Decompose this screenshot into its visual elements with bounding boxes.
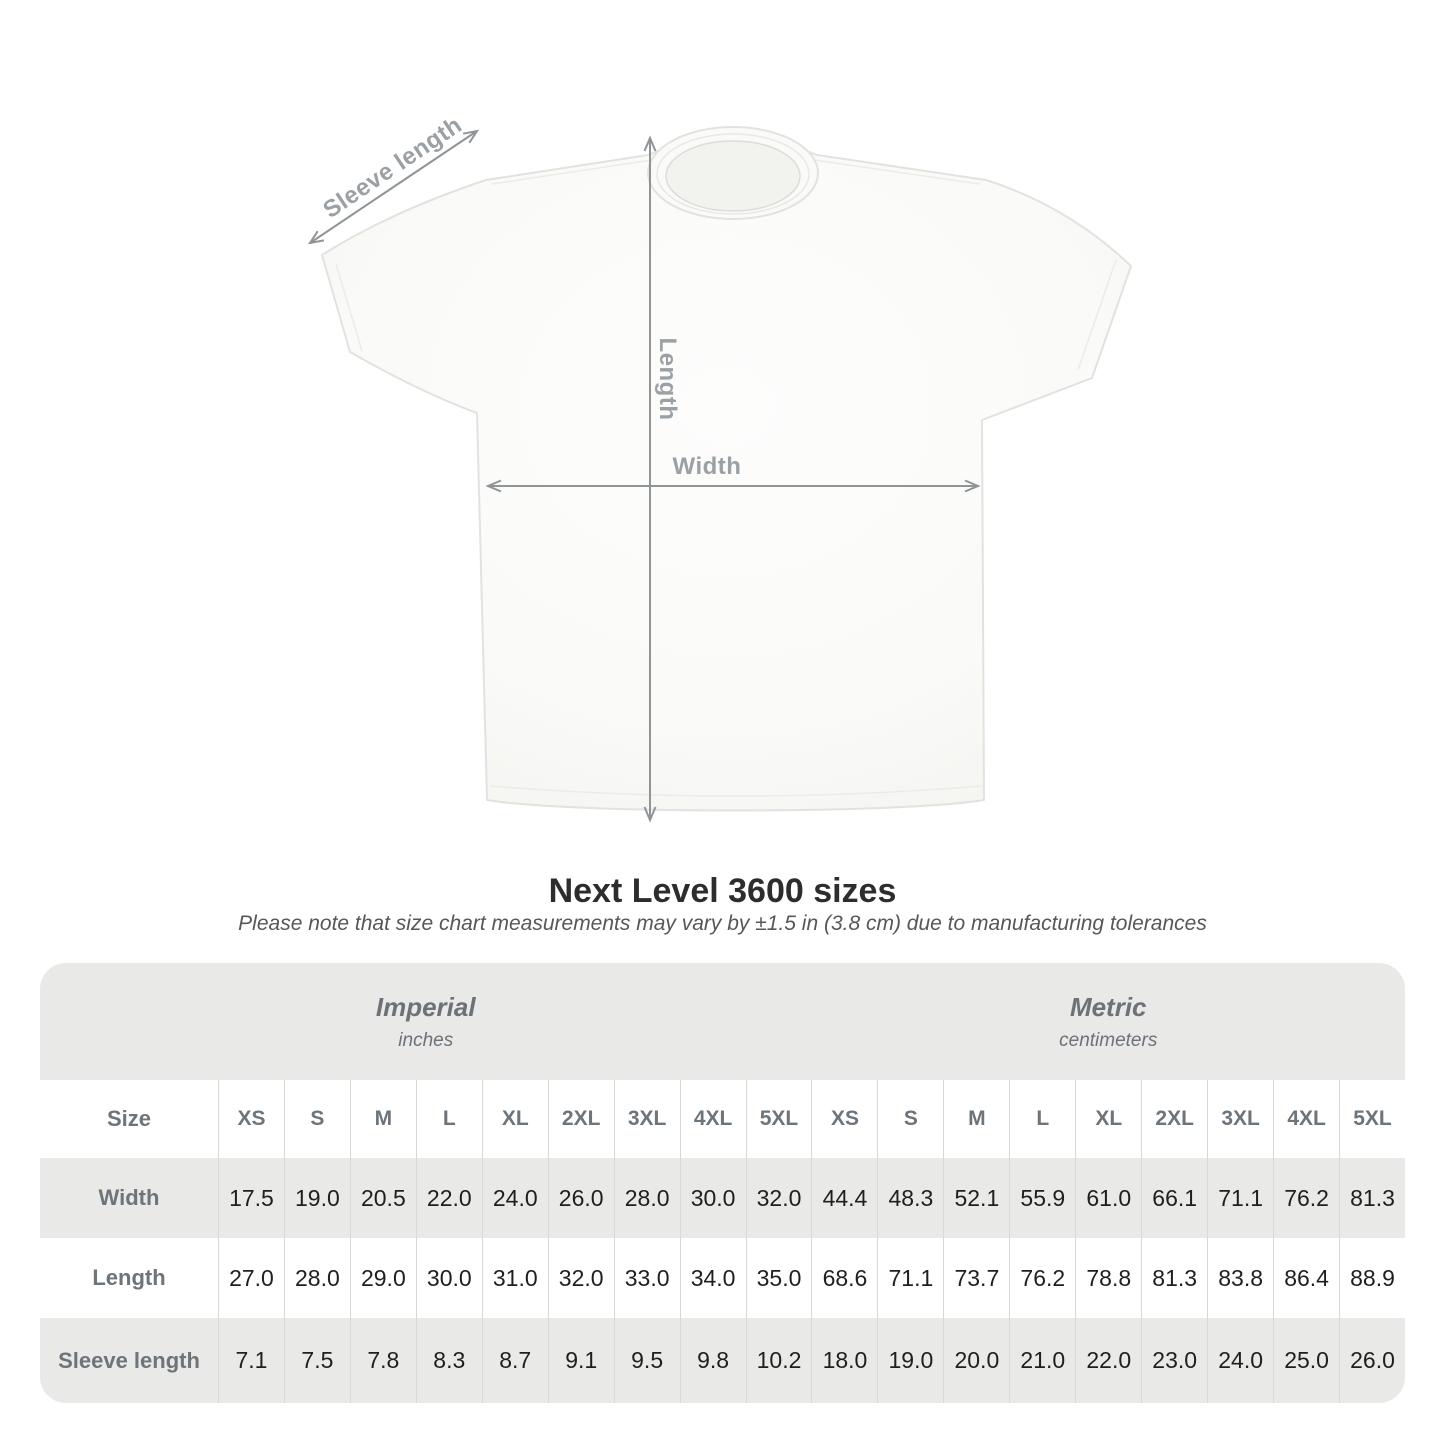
value-cell: 44.4 bbox=[811, 1158, 877, 1238]
value-cell: 33.0 bbox=[614, 1238, 680, 1318]
row-label: Width bbox=[40, 1158, 218, 1238]
size-header-cell: 4XL bbox=[680, 1080, 746, 1158]
value-cell: 19.0 bbox=[877, 1318, 943, 1403]
value-cell: 19.0 bbox=[284, 1158, 350, 1238]
value-cell: 76.2 bbox=[1273, 1158, 1339, 1238]
value-cell: 26.0 bbox=[548, 1158, 614, 1238]
value-cell: 18.0 bbox=[811, 1318, 877, 1403]
size-header-cell: XL bbox=[1075, 1080, 1141, 1158]
size-header-cell: 5XL bbox=[746, 1080, 812, 1158]
size-table bbox=[40, 963, 1405, 1403]
value-cell: 76.2 bbox=[1009, 1238, 1075, 1318]
size-header-cell: 2XL bbox=[548, 1080, 614, 1158]
value-cell: 29.0 bbox=[350, 1238, 416, 1318]
value-cell: 9.5 bbox=[614, 1318, 680, 1403]
value-cell: 21.0 bbox=[1009, 1318, 1075, 1403]
value-cell: 20.0 bbox=[943, 1318, 1009, 1403]
value-cell: 52.1 bbox=[943, 1158, 1009, 1238]
value-cell: 26.0 bbox=[1339, 1318, 1405, 1403]
size-header-cell: XS bbox=[218, 1080, 284, 1158]
size-header-cell: M bbox=[350, 1080, 416, 1158]
size-header-cell: 4XL bbox=[1273, 1080, 1339, 1158]
value-cell: 20.5 bbox=[350, 1158, 416, 1238]
imperial-group-header bbox=[40, 963, 811, 1080]
value-cell: 17.5 bbox=[218, 1158, 284, 1238]
imperial-unit-label: inches bbox=[398, 1029, 454, 1051]
size-column-header: Size bbox=[106, 1106, 152, 1131]
value-cell: 83.8 bbox=[1207, 1238, 1273, 1318]
value-cell: 32.0 bbox=[746, 1158, 812, 1238]
value-cell: 68.6 bbox=[811, 1238, 877, 1318]
size-header-cell: 2XL bbox=[1141, 1080, 1207, 1158]
value-cell: 30.0 bbox=[680, 1158, 746, 1238]
length-label: Length bbox=[654, 337, 681, 421]
value-cell: 35.0 bbox=[746, 1238, 812, 1318]
value-cell: 32.0 bbox=[548, 1238, 614, 1318]
value-cell: 8.7 bbox=[482, 1318, 548, 1403]
value-cell: 10.2 bbox=[746, 1318, 812, 1403]
value-cell: 7.1 bbox=[218, 1318, 284, 1403]
value-cell: 71.1 bbox=[877, 1238, 943, 1318]
value-cell: 25.0 bbox=[1273, 1318, 1339, 1403]
value-cell: 66.1 bbox=[1141, 1158, 1207, 1238]
value-cell: 81.3 bbox=[1141, 1238, 1207, 1318]
row-label: Length bbox=[92, 1265, 166, 1290]
value-cell: 81.3 bbox=[1339, 1158, 1405, 1238]
value-cell: 24.0 bbox=[482, 1158, 548, 1238]
value-cell: 31.0 bbox=[482, 1238, 548, 1318]
value-cell: 71.1 bbox=[1207, 1158, 1273, 1238]
value-cell: 8.3 bbox=[416, 1318, 482, 1403]
row-label: Sleeve length bbox=[40, 1318, 218, 1403]
size-header-cell: L bbox=[1009, 1080, 1075, 1158]
value-cell: 28.0 bbox=[284, 1238, 350, 1318]
value-cell: 55.9 bbox=[1009, 1158, 1075, 1238]
size-header-cell: L bbox=[416, 1080, 482, 1158]
size-header-cell: M bbox=[943, 1080, 1009, 1158]
value-cell: 30.0 bbox=[416, 1238, 482, 1318]
value-cell: 9.1 bbox=[548, 1318, 614, 1403]
value-cell: 34.0 bbox=[680, 1238, 746, 1318]
tolerance-note: Please note that size chart measurements may vary by ±1.5 in (3.8 cm) due to manufacturing tolerances bbox=[238, 912, 1207, 935]
value-cell: 73.7 bbox=[943, 1238, 1009, 1318]
value-cell: 27.0 bbox=[218, 1238, 284, 1318]
value-cell: 88.9 bbox=[1339, 1238, 1405, 1318]
size-header-cell: XS bbox=[811, 1080, 877, 1158]
value-cell: 24.0 bbox=[1207, 1318, 1273, 1403]
value-cell: 9.8 bbox=[680, 1318, 746, 1403]
size-header-cell: S bbox=[284, 1080, 350, 1158]
metric-unit-label: centimeters bbox=[1059, 1029, 1158, 1051]
width-label: Width bbox=[672, 453, 742, 480]
value-cell: 28.0 bbox=[614, 1158, 680, 1238]
page-title: Next Level 3600 sizes bbox=[548, 872, 897, 910]
size-header-cell: XL bbox=[482, 1080, 548, 1158]
value-cell: 22.0 bbox=[416, 1158, 482, 1238]
size-header-cell: 3XL bbox=[614, 1080, 680, 1158]
value-cell: 23.0 bbox=[1141, 1318, 1207, 1403]
value-cell: 86.4 bbox=[1273, 1238, 1339, 1318]
sleeve-length-label: Sleeve length bbox=[318, 111, 468, 224]
size-header-cell: 3XL bbox=[1207, 1080, 1273, 1158]
value-cell: 7.8 bbox=[350, 1318, 416, 1403]
size-header-cell: S bbox=[877, 1080, 943, 1158]
metric-group-label: Metric bbox=[1069, 991, 1147, 1022]
metric-group-header bbox=[811, 963, 1405, 1080]
size-header-cell: 5XL bbox=[1339, 1080, 1405, 1158]
collar-graphic bbox=[648, 127, 818, 219]
value-cell: 22.0 bbox=[1075, 1318, 1141, 1403]
value-cell: 61.0 bbox=[1075, 1158, 1141, 1238]
value-cell: 48.3 bbox=[877, 1158, 943, 1238]
value-cell: 78.8 bbox=[1075, 1238, 1141, 1318]
imperial-group-label: Imperial bbox=[375, 991, 476, 1022]
value-cell: 7.5 bbox=[284, 1318, 350, 1403]
